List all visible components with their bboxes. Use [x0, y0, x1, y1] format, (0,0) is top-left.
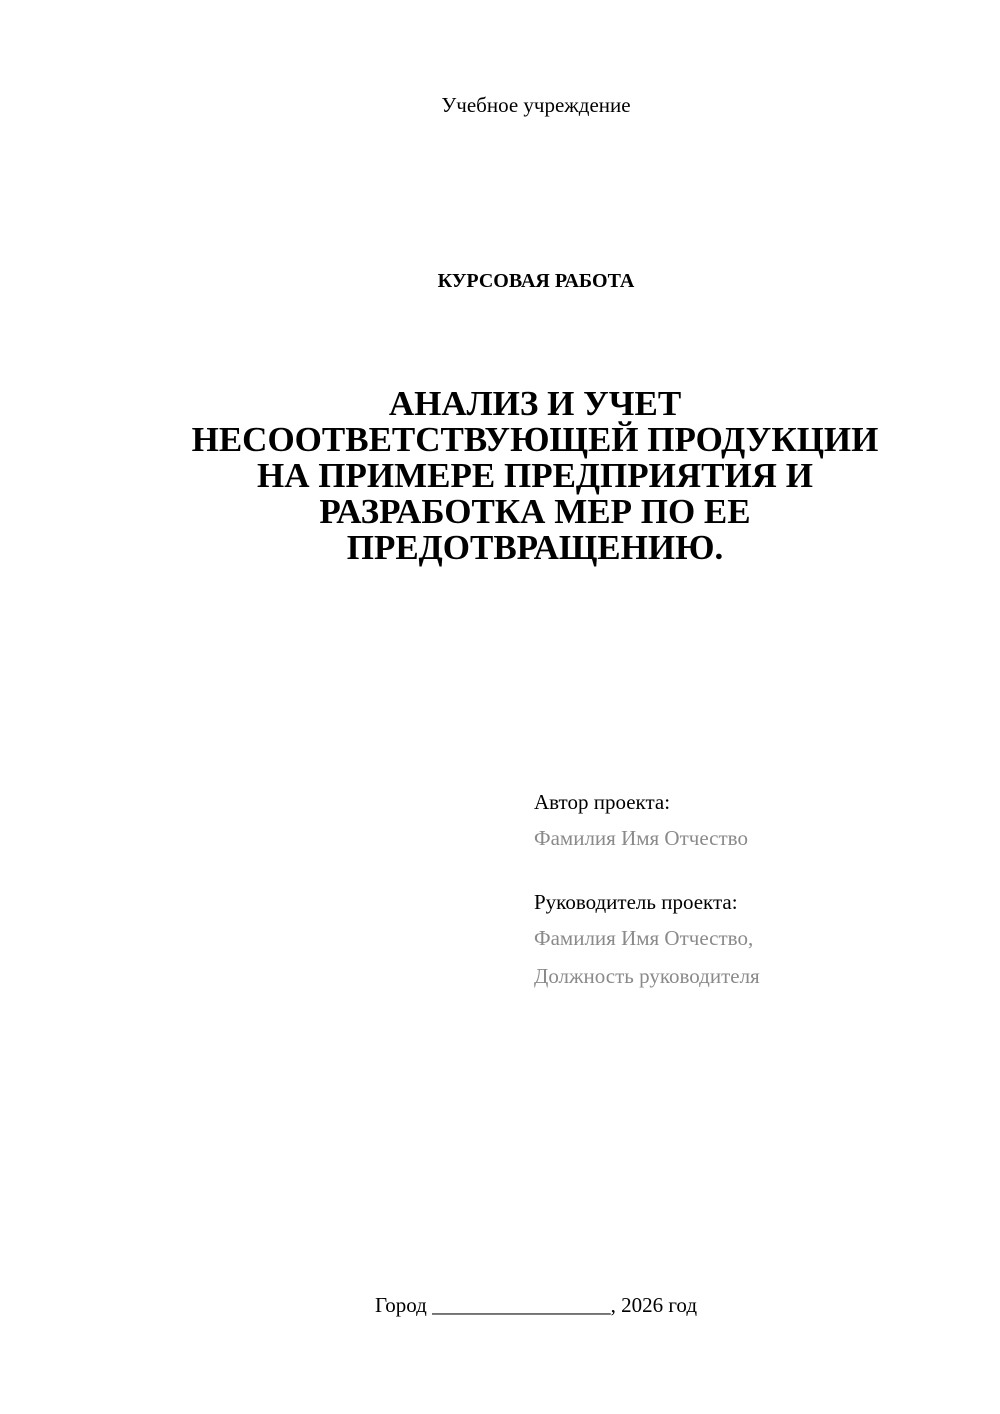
credits-block	[534, 789, 974, 989]
title-line: РАЗРАБОТКА МЕР ПО ЕЕ	[319, 492, 751, 531]
work-type-heading: КУРСОВАЯ РАБОТА	[437, 270, 635, 292]
author-name: Фамилия Имя Отчество	[534, 826, 748, 850]
institution-name: Учебное учреждение	[441, 93, 631, 117]
supervisor-name: Фамилия Имя Отчество,	[534, 926, 754, 950]
city-year-line: Город _________________, 2026 год	[374, 1293, 698, 1317]
title-line: НЕСООТВЕТСТВУЮЩЕЙ ПРОДУКЦИИ	[191, 420, 879, 459]
title-line: ПРЕДОТВРАЩЕНИЮ.	[346, 528, 724, 567]
supervisor-label: Руководитель проекта:	[534, 890, 738, 914]
credits-spacer	[534, 851, 974, 889]
title-line: НА ПРИМЕРЕ ПРЕДПРИЯТИЯ И	[257, 456, 813, 495]
author-label: Автор проекта:	[534, 790, 671, 814]
supervisor-position: Должность руководителя	[534, 964, 760, 988]
title-line: АНАЛИЗ И УЧЕТ	[388, 384, 682, 423]
document-title	[120, 386, 950, 566]
